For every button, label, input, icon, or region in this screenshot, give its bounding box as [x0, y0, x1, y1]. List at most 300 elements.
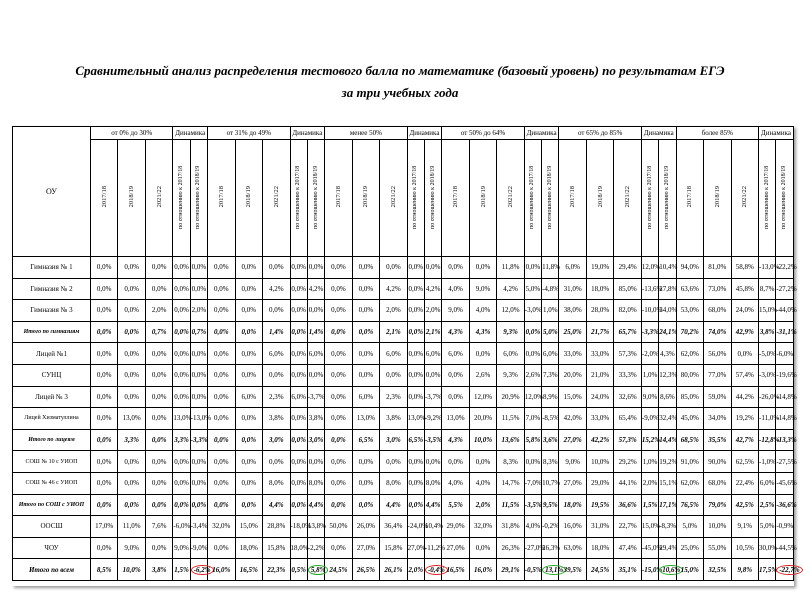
header-group-1: от 31% до 49% [208, 127, 290, 140]
table-cell: 0,0% [325, 472, 352, 494]
table-cell: 4,3% [442, 429, 469, 451]
header-dynamics-compare [424, 140, 441, 257]
header-dynamics-1: Динамика [290, 127, 325, 140]
title-line-1: Сравнительный анализ распределения тестового балла по математике (базовый уровень) по результатам ЕГЭ [75, 63, 725, 78]
table-cell: 10,0% [586, 451, 613, 473]
table-cell: 9,3% [497, 364, 525, 386]
table-cell: 0,0% [407, 472, 424, 494]
table-cell: 2,1% [424, 321, 441, 343]
table-cell [307, 559, 324, 581]
row-school-name: ООСШ [13, 516, 91, 538]
table-cell: -26,0% [759, 386, 776, 408]
header-group-4: от 65% до 85% [559, 127, 641, 140]
table-cell: 32,5% [704, 559, 731, 581]
table-cell: 6,0% [290, 386, 307, 408]
table-row [13, 321, 794, 343]
header-year [704, 140, 731, 257]
table-row [13, 386, 794, 408]
header-year [208, 140, 235, 257]
table-cell: 27,0% [559, 429, 586, 451]
table-cell: 0,0% [307, 257, 324, 279]
table-cell: 0,7% [145, 321, 172, 343]
header-group-3: от 50% до 64% [442, 127, 524, 140]
table-cell: 0,0% [352, 472, 379, 494]
table-cell: 0,0% [325, 278, 352, 300]
table-cell: 9,0% [173, 537, 190, 559]
table-cell: 3,3% [118, 429, 145, 451]
table-cell: 0,0% [190, 278, 207, 300]
header-dynamics-compare-label: по отношению к 2018/19 [546, 165, 553, 229]
table-cell: 68,5% [676, 429, 703, 451]
header-year-label: 2021/22 [624, 186, 632, 208]
header-year [90, 140, 117, 257]
table-cell: 0,0% [145, 408, 172, 430]
table-cell: 0,0% [190, 364, 207, 386]
table-cell: 42,9% [731, 321, 759, 343]
table-cell: 0,0% [325, 494, 352, 516]
table-cell: 0,0% [290, 278, 307, 300]
table-cell: 0,0% [145, 257, 172, 279]
table-cell: 0,0% [731, 343, 759, 365]
table-cell: 12,0% [641, 257, 658, 279]
table-cell: 33,0% [586, 408, 613, 430]
table-cell: -7,0% [524, 472, 541, 494]
table-cell: -27,0% [524, 537, 541, 559]
header-row-groups [13, 127, 794, 140]
table-cell: 5,0% [542, 321, 559, 343]
table-cell: 0,0% [352, 257, 379, 279]
header-year-label: 2018/19 [245, 186, 253, 208]
table-cell: 24,0% [586, 386, 613, 408]
table-cell: 4,2% [307, 278, 324, 300]
table-cell: 15,2% [641, 429, 658, 451]
header-group-0: от 0% до 30% [90, 127, 172, 140]
table-cell: 12,0% [469, 386, 496, 408]
table-cell: 0,0% [380, 364, 408, 386]
table-cell: 34,0% [704, 408, 731, 430]
table-cell: 18,0% [235, 537, 262, 559]
table-row [13, 278, 794, 300]
table-cell: 0,0% [235, 321, 262, 343]
header-year-label: 2017/18 [569, 186, 577, 208]
table-cell: 0,0% [424, 451, 441, 473]
table-cell: 0,0% [235, 429, 262, 451]
table-cell: 10,4% [424, 516, 441, 538]
table-cell: 0,0% [208, 300, 235, 322]
table-cell: 0,0% [407, 321, 424, 343]
results-table-frame [12, 126, 800, 586]
table-cell: 33,0% [586, 343, 613, 365]
table-cell: 31,0% [586, 516, 613, 538]
table-cell: 79,0% [704, 494, 731, 516]
table-cell: 27,0% [407, 537, 424, 559]
header-dynamics-compare [542, 140, 559, 257]
table-cell: 0,0% [145, 343, 172, 365]
table-cell: 3,0% [263, 429, 291, 451]
table-cell: 0,0% [173, 364, 190, 386]
table-cell: 0,0% [235, 472, 262, 494]
table-cell: 4,3% [442, 321, 469, 343]
results-table [12, 126, 800, 581]
header-year [380, 140, 408, 257]
table-cell: 0,0% [208, 364, 235, 386]
table-cell: 1,4% [307, 321, 324, 343]
table-cell: 24,5% [586, 559, 613, 581]
table-cell: 26,3% [497, 537, 525, 559]
table-cell: 5,0% [759, 516, 776, 538]
table-cell: -44,5% [776, 537, 794, 559]
header-year-label: 2017/18 [452, 186, 460, 208]
table-cell: -36,6% [776, 494, 794, 516]
table-cell: 0,0% [524, 343, 541, 365]
table-cell: 0,0% [325, 429, 352, 451]
table-cell: 0,0% [190, 257, 207, 279]
table-row [13, 516, 794, 538]
red-circle-mark: -0,4% [425, 565, 448, 575]
table-cell: 6,0% [263, 343, 291, 365]
header-year [497, 140, 525, 257]
table-cell: 19,5% [586, 494, 613, 516]
table-cell: 11,8% [542, 257, 559, 279]
table-cell: 6,5% [407, 429, 424, 451]
table-cell: 6,0% [497, 343, 525, 365]
table-cell: 0,0% [90, 300, 117, 322]
table-cell: 0,0% [235, 451, 262, 473]
table-cell: 10,5% [731, 537, 759, 559]
red-circle-mark: -22,7% [776, 565, 802, 575]
table-cell: 0,0% [263, 257, 291, 279]
table-cell: 8,0% [263, 472, 291, 494]
table-cell: 0,0% [325, 364, 352, 386]
red-circle-mark: -6,2% [191, 565, 214, 575]
table-cell: 32,0% [208, 516, 235, 538]
table-cell: 0,0% [118, 364, 145, 386]
table-cell: 27,0% [559, 472, 586, 494]
row-school-name: Лицей №1 [13, 343, 91, 365]
header-dynamics-compare-label: по отношению к 2018/19 [429, 165, 436, 229]
table-cell: 0,0% [325, 343, 352, 365]
table-cell: 35,5% [704, 429, 731, 451]
table-cell: 0,0% [173, 451, 190, 473]
table-cell: 21,7% [586, 321, 613, 343]
table-cell: 0,0% [190, 451, 207, 473]
table-cell: 0,0% [524, 321, 541, 343]
table-cell: 0,0% [118, 257, 145, 279]
table-cell: 27,0% [352, 537, 379, 559]
table-cell: 4,4% [307, 494, 324, 516]
table-row [13, 472, 794, 494]
table-cell: 15,0% [759, 300, 776, 322]
row-school-name: Лицей Хизматуллина [13, 408, 91, 430]
header-year-label: 2018/19 [596, 186, 604, 208]
table-cell: 80,0% [676, 364, 703, 386]
table-cell: 0,0% [290, 321, 307, 343]
table-cell [190, 559, 211, 581]
header-dynamics-compare-label: по отношению к 2017/18 [529, 165, 536, 229]
table-cell: 0,0% [235, 257, 262, 279]
table-cell: 6,0% [380, 343, 408, 365]
header-dynamics-compare-label: по отношению к 2017/18 [412, 165, 419, 229]
table-cell: 57,3% [614, 429, 642, 451]
table-cell: 27,0% [442, 537, 469, 559]
table-cell: 0,0% [235, 343, 262, 365]
table-cell: 17,5% [759, 559, 776, 581]
table-row [13, 343, 794, 365]
table-cell: 12,0% [497, 300, 525, 322]
table-cell: 0,0% [90, 343, 117, 365]
table-cell: -3,7% [307, 386, 324, 408]
table-cell: 17,1% [659, 494, 676, 516]
table-cell: 6,0% [307, 343, 324, 365]
table-cell: 5,0% [676, 516, 703, 538]
table-cell: 6,0% [235, 386, 262, 408]
table-cell: 9,0% [641, 386, 658, 408]
table-cell: 0,0% [173, 257, 190, 279]
table-cell: 0,0% [407, 300, 424, 322]
table-cell: 59,0% [704, 386, 731, 408]
table-cell: 0,0% [208, 451, 235, 473]
table-cell [424, 559, 445, 581]
table-cell: 19,0% [586, 257, 613, 279]
header-year-label: 2021/22 [507, 186, 515, 208]
table-cell: 0,0% [118, 472, 145, 494]
table-cell: 0,0% [208, 386, 235, 408]
table-cell: 5,0% [524, 278, 541, 300]
header-year [325, 140, 352, 257]
header-year-label: 2017/18 [334, 186, 342, 208]
row-school-name: ЧОУ [13, 537, 91, 559]
table-cell: 2,1% [380, 321, 408, 343]
table-cell: 0,0% [173, 278, 190, 300]
table-cell: 13,0% [442, 408, 469, 430]
table-cell: 0,0% [118, 278, 145, 300]
table-cell: 9,1% [731, 516, 759, 538]
table-cell: -3,4% [190, 516, 207, 538]
header-year-label: 2018/19 [362, 186, 370, 208]
table-cell: 0,0% [145, 451, 172, 473]
table-cell: 0,0% [325, 386, 352, 408]
table-cell: 42,0% [559, 408, 586, 430]
table-cell: 0,0% [173, 472, 190, 494]
table-cell: 7,0% [524, 408, 541, 430]
table-cell: 7,3% [542, 364, 559, 386]
table-cell: 10,0% [469, 429, 496, 451]
table-cell: 15,0% [559, 386, 586, 408]
table-cell: 15,1% [659, 472, 676, 494]
table-cell: 15,0% [676, 559, 703, 581]
table-cell: 28,8% [263, 516, 291, 538]
table-cell: 26,3% [542, 537, 559, 559]
header-year [559, 140, 586, 257]
table-cell: 0,0% [307, 300, 324, 322]
table-cell: 0,0% [173, 494, 190, 516]
table-cell: 70,2% [676, 321, 703, 343]
table-cell: 1,4% [263, 321, 291, 343]
header-year-label: 2017/18 [217, 186, 225, 208]
table-cell: -15,0% [641, 559, 658, 581]
table-cell: 21,0% [586, 364, 613, 386]
table-cell: 24,1% [659, 321, 676, 343]
table-cell: 0,0% [118, 300, 145, 322]
table-cell: -3,7% [424, 386, 441, 408]
green-circle-mark: 5,8% [308, 565, 329, 575]
header-dynamics-compare-label: по отношению к 2018/19 [195, 165, 202, 229]
table-cell: -18,0% [290, 516, 307, 538]
table-cell: 0,0% [307, 451, 324, 473]
row-school-name: СОШ № 10 с УИОП [13, 451, 91, 473]
table-cell: -22,2% [776, 257, 794, 279]
table-cell: 3,3% [173, 429, 190, 451]
table-cell: 0,0% [90, 257, 117, 279]
table-cell: 24,0% [731, 300, 759, 322]
table-cell: 0,0% [352, 321, 379, 343]
table-cell: 0,0% [190, 343, 207, 365]
header-dynamics-5: Динамика [759, 127, 794, 140]
table-cell: 2,3% [380, 386, 408, 408]
table-cell: 63,0% [559, 537, 586, 559]
header-year-label: 2017/18 [686, 186, 694, 208]
row-school-name: Гимназия № 2 [13, 278, 91, 300]
table-cell: 13,6% [497, 429, 525, 451]
table-cell: 0,0% [90, 537, 117, 559]
table-cell: 0,0% [90, 408, 117, 430]
table-cell: 0,0% [235, 364, 262, 386]
table-cell: 0,0% [325, 408, 352, 430]
table-cell: -2,2% [307, 537, 324, 559]
table-cell: 36,4% [380, 516, 408, 538]
table-cell: 25,0% [559, 321, 586, 343]
table-cell: 24,5% [325, 559, 352, 581]
table-cell: 0,0% [190, 386, 207, 408]
table-cell: 29,1% [497, 559, 525, 581]
table-cell: 0,0% [208, 408, 235, 430]
table-cell: 0,0% [190, 472, 207, 494]
table-cell: 0,0% [290, 494, 307, 516]
table-cell: 18,0% [586, 278, 613, 300]
table-cell: 22,7% [614, 516, 642, 538]
table-cell: 9,0% [559, 451, 586, 473]
table-cell: 15,8% [263, 537, 291, 559]
table-cell: 0,0% [235, 408, 262, 430]
table-cell: 0,0% [325, 321, 352, 343]
table-cell: 20,0% [559, 364, 586, 386]
table-cell: 13,0% [352, 408, 379, 430]
table-cell: 0,0% [145, 537, 172, 559]
table-cell: 9,0% [469, 278, 496, 300]
table-cell: 0,0% [145, 472, 172, 494]
header-dynamics-compare [659, 140, 676, 257]
header-dynamics-compare-label: по отношению к 2017/18 [763, 165, 770, 229]
header-year-label: 2018/19 [128, 186, 136, 208]
table-cell: 8,0% [380, 472, 408, 494]
table-cell: 85,0% [676, 386, 703, 408]
table-cell: 8,0% [307, 472, 324, 494]
table-cell: -31,1% [776, 321, 794, 343]
table-cell: 0,0% [145, 429, 172, 451]
table-cell: 53,0% [676, 300, 703, 322]
table-cell: 0,0% [290, 300, 307, 322]
table-cell: 0,0% [442, 451, 469, 473]
header-dynamics-0: Динамика [173, 127, 208, 140]
row-school-name: Итого по СОШ с УИОП [13, 494, 91, 516]
table-cell: 12,0% [524, 386, 541, 408]
table-cell: 2,0% [641, 472, 658, 494]
table-cell: 0,0% [90, 386, 117, 408]
table-cell: 4,2% [497, 278, 525, 300]
table-cell: 0,0% [352, 451, 379, 473]
row-school-name: Лицей № 3 [13, 386, 91, 408]
table-cell: 0,0% [290, 257, 307, 279]
table-cell: -9,0% [641, 408, 658, 430]
table-cell: -9,0% [190, 537, 207, 559]
header-row-years [13, 140, 794, 257]
table-cell: 45,0% [676, 408, 703, 430]
table-cell: -0,9% [776, 516, 794, 538]
table-cell: 27,8% [659, 278, 676, 300]
table-cell: 4,0% [442, 472, 469, 494]
table-cell: 13,8% [307, 516, 324, 538]
table-cell: 0,0% [190, 494, 207, 516]
table-cell: 0,0% [208, 472, 235, 494]
table-cell: 0,0% [380, 257, 408, 279]
table-cell: 0,0% [173, 300, 190, 322]
table-cell: 18,0% [290, 537, 307, 559]
table-cell: -14,8% [776, 386, 794, 408]
table-cell: 44,1% [614, 472, 642, 494]
table-cell: 56,0% [704, 343, 731, 365]
table-cell: 62,5% [731, 451, 759, 473]
table-cell: 0,0% [145, 386, 172, 408]
header-dynamics-compare [190, 140, 207, 257]
table-cell: 0,0% [173, 386, 190, 408]
table-cell: 0,0% [90, 494, 117, 516]
green-circle-mark: 13,1% [542, 565, 566, 575]
table-cell: 8,5% [90, 559, 117, 581]
table-cell: 8,3% [497, 451, 525, 473]
table-cell: 2,0% [424, 300, 441, 322]
table-cell: 5,8% [524, 429, 541, 451]
table-cell: -27,2% [776, 278, 794, 300]
table-cell: 0,0% [424, 257, 441, 279]
table-row [13, 494, 794, 516]
table-cell: 58,8% [731, 257, 759, 279]
header-year-label: 2021/22 [389, 186, 397, 208]
table-cell: 0,0% [424, 364, 441, 386]
table-cell: 0,0% [407, 278, 424, 300]
header-year [614, 140, 642, 257]
table-cell: 16,0% [208, 559, 235, 581]
table-cell: 18,0% [559, 494, 586, 516]
table-cell: 3,8% [307, 408, 324, 430]
header-year [731, 140, 759, 257]
table-cell: -45,0% [641, 537, 658, 559]
table-cell: 0,0% [407, 364, 424, 386]
table-cell: 13,0% [173, 408, 190, 430]
table-cell: 2,3% [263, 386, 291, 408]
table-cell: 90,0% [704, 451, 731, 473]
table-cell: 74,0% [704, 321, 731, 343]
table-cell: 0,0% [469, 537, 496, 559]
row-school-name: Итого по лицеям [13, 429, 91, 451]
table-cell: 11,5% [497, 494, 525, 516]
table-cell: 10,0% [704, 516, 731, 538]
table-cell: 42,5% [731, 494, 759, 516]
table-cell: 0,0% [407, 343, 424, 365]
table-cell: 2,0% [380, 300, 408, 322]
table-cell: 0,0% [235, 494, 262, 516]
table-cell: 0,0% [442, 386, 469, 408]
header-year-label: 2021/22 [741, 186, 749, 208]
